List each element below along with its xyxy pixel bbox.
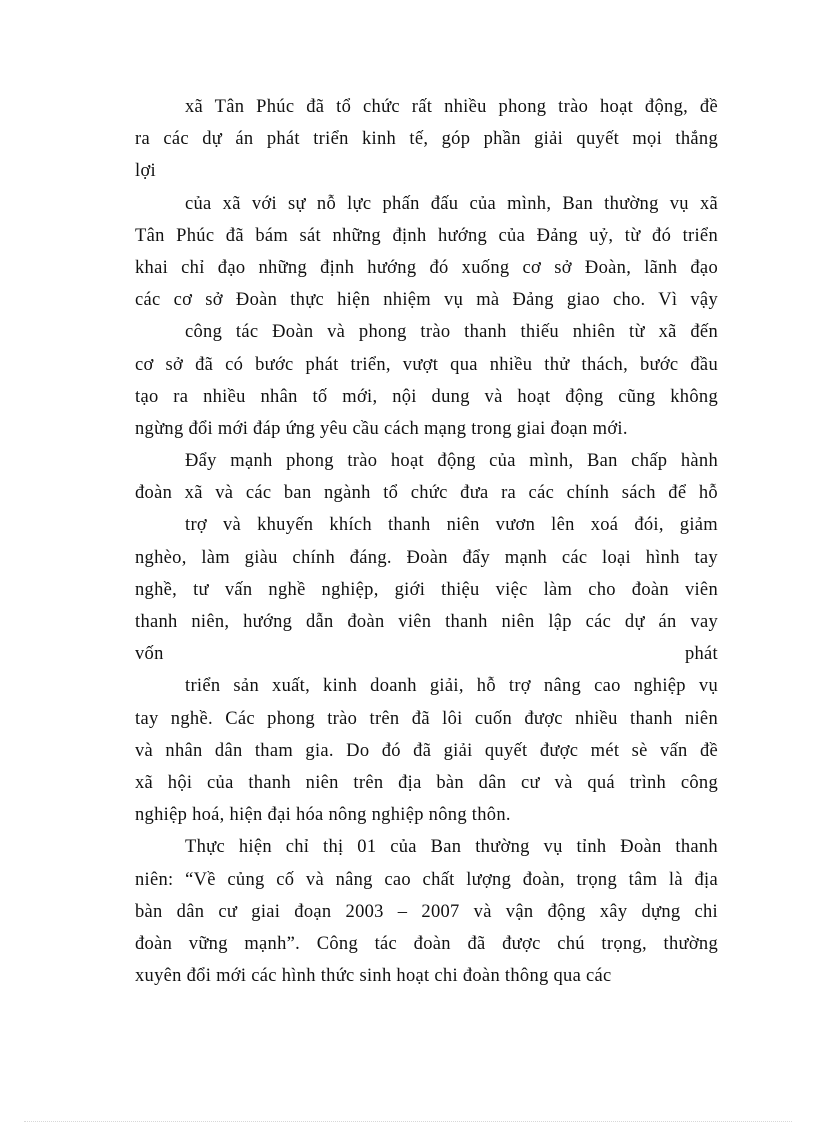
- text-line: đoàn xã và các ban ngành tổ chức đưa ra các chính sách để hỗ: [135, 483, 718, 504]
- text-line: triển sản xuất, kinh doanh giải, hỗ trợ nâng cao nghiệp vụ: [185, 676, 718, 697]
- text-line: nghèo, làm giàu chính đáng. Đoàn đẩy mạnh các loại hình tay: [135, 547, 718, 568]
- text-line: nghiệp hoá, hiện đại hóa nông nghiệp nông thôn.: [135, 805, 511, 826]
- page-bottom-divider: [24, 1121, 792, 1122]
- text-line: công tác Đoàn và phong trào thanh thiếu nhiên từ xã đến: [185, 322, 718, 343]
- text-fragment: vốn: [135, 644, 164, 665]
- text-line: xã Tân Phúc đã tổ chức rất nhiều phong trào hoạt động, đề: [185, 97, 718, 117]
- text-line: xuyên đổi mới các hình thức sinh hoạt chi đoàn thông qua các: [135, 966, 612, 987]
- text-line: các cơ sở Đoàn thực hiện nhiệm vụ mà Đảng giao cho. Vì vậy: [135, 290, 718, 311]
- text-line: thanh niên, hướng dẫn đoàn viên thanh niên lập các dự án vay: [135, 612, 718, 632]
- text-line: ra các dự án phát triển kinh tế, góp phần giải quyết mọi thắng: [135, 129, 718, 150]
- text-line: tạo ra nhiều nhân tố mới, nội dung và hoạt động cũng không: [135, 386, 718, 407]
- text-line: Tân Phúc đã bám sát những định hướng của Đảng uỷ, từ đó triển: [135, 225, 718, 246]
- text-line: Đẩy mạnh phong trào hoạt động của mình, Ban chấp hành: [185, 451, 718, 472]
- text-line: trợ và khuyến khích thanh niên vươn lên xoá đói, giảm: [185, 515, 718, 536]
- text-line: niên: “Về củng cố và nâng cao chất lượng đoàn, trọng tâm là địa: [135, 869, 718, 890]
- document-body: [135, 91, 718, 992]
- text-line: cơ sở đã có bước phát triển, vượt qua nhiều thử thách, bước đầu: [135, 354, 718, 375]
- text-line: nghề, tư vấn nghề nghiệp, giới thiệu việc làm cho đoàn viên: [135, 579, 718, 600]
- text-line: lợi: [135, 161, 156, 182]
- text-line: bàn dân cư giai đoạn 2003 – 2007 và vận động xây dựng chi: [135, 901, 718, 922]
- text-line-split: [135, 638, 718, 670]
- text-line: Thực hiện chỉ thị 01 của Ban thường vụ tỉnh Đoàn thanh: [185, 837, 718, 858]
- text-line: và nhân dân tham gia. Do đó đã giải quyết được mét sè vấn đề: [135, 740, 718, 761]
- text-line: ngừng đổi mới đáp ứng yêu cầu cách mạng trong giai đoạn mới.: [135, 418, 628, 439]
- text-line: đoàn vững mạnh”. Công tác đoàn đã được chú trọng, thường: [135, 933, 718, 954]
- text-line: của xã với sự nỗ lực phấn đấu của mình, Ban thường vụ xã: [185, 193, 718, 214]
- text-fragment: phát: [684, 644, 718, 665]
- text-line: tay nghề. Các phong trào trên đã lôi cuốn được nhiều thanh niên: [135, 708, 718, 729]
- text-line: xã hội của thanh niên trên địa bàn dân cư và quá trình công: [135, 772, 718, 793]
- text-line: khai chỉ đạo những định hướng đó xuống cơ sở Đoàn, lãnh đạo: [135, 257, 718, 278]
